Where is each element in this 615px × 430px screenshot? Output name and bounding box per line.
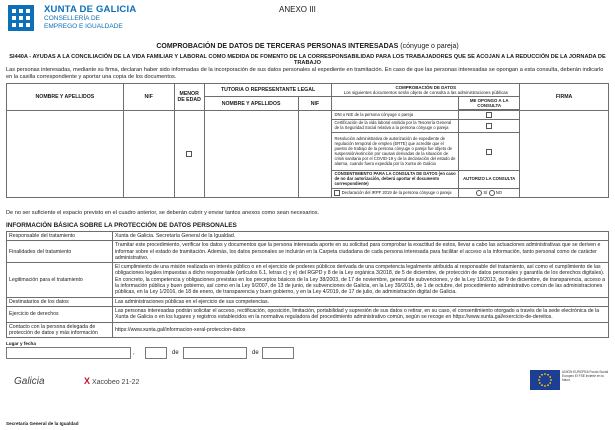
authorize-options xyxy=(459,188,520,197)
oppose-vida-laboral-checkbox[interactable] xyxy=(486,123,492,129)
space-note: De no ser suficiente el espacio previsto en el cuadro anterior, se deberán cubrir y enviar tantos anexos como sean necesarios. xyxy=(6,210,320,216)
info-key: Responsable del tratamiento xyxy=(7,232,113,241)
info-key: Contacto con la persona delegada de protección de datos y más información xyxy=(7,322,113,338)
document-header xyxy=(4,3,611,35)
minor-cell xyxy=(174,111,204,198)
day-input[interactable] xyxy=(145,347,167,359)
signature-area[interactable] xyxy=(520,111,609,198)
form-title-sub: (cónyuge o pareja) xyxy=(398,43,459,50)
minor-checkbox[interactable] xyxy=(186,151,192,157)
info-value: Las personas interesadas podrán solicitar el acceso, rectificación, oposición, limitación, portabilidad y supresión de sus datos o retirar, en su caso, el consentimiento otorgado a través de la sede electrónica de la Xunta de Galicia o en los lugares y registros establecidos en la normativa reguladora del procedimiento administrativo común, según se recoge en https://www.xunta.gal/exercicio-de-dereitos. xyxy=(113,306,609,322)
data-protection-table xyxy=(6,231,609,338)
col-minor: MENOR DE EDAD xyxy=(174,84,204,111)
dpo-link[interactable]: https://www.xunta.gal/informacion-xeral-proteccion-datos xyxy=(113,322,609,338)
doc-dni: DNI o NIE de la persona cónyuge o pareja xyxy=(332,111,459,120)
info-key: Ejercicio de derechos xyxy=(7,306,113,322)
xacobeo-text: Xacobeo 21-22 xyxy=(91,379,140,386)
year-input[interactable] xyxy=(262,347,294,359)
col-nif: NIF xyxy=(123,84,174,111)
doc-irpf-cell xyxy=(332,188,459,197)
tutor-nif-input[interactable] xyxy=(298,111,332,198)
dept-line-2: EMPREGO E IGUALDADE xyxy=(44,22,123,30)
place-input[interactable] xyxy=(6,347,131,359)
col-check-title: COMPROBACIÓN DE DATOS xyxy=(395,85,457,90)
eu-flag-icon xyxy=(530,370,560,390)
xacobeo-mark-icon: X xyxy=(84,376,91,386)
table-row xyxy=(7,306,609,322)
table-row xyxy=(7,322,609,338)
info-value: Las administraciones públicas en el ejercicio de sus competencias. xyxy=(113,297,609,306)
oppose-vida-laboral-cell xyxy=(459,120,520,133)
place-date-label: Lugar y fecha xyxy=(6,341,36,346)
authorize-no-label: NO xyxy=(495,190,503,196)
authorize-yes-radio[interactable] xyxy=(476,190,482,196)
table-row xyxy=(7,263,609,297)
oppose-dni-cell xyxy=(459,111,520,120)
col-sign: FIRMA xyxy=(520,84,609,111)
info-key: Destinatarios de los datos xyxy=(7,297,113,306)
footer-logos xyxy=(6,368,609,418)
doc-irpf: Declaración del IRPF 2019 de la persona cónyuge o pareja xyxy=(341,190,452,196)
month-input[interactable] xyxy=(183,347,247,359)
date-de-2: de xyxy=(252,350,259,356)
galicia-logo: Galicia xyxy=(14,376,45,387)
table-row xyxy=(7,297,609,306)
name-input[interactable] xyxy=(7,111,124,198)
col-tutor: TUTOR/A O REPRESENTANTE LEGAL xyxy=(204,84,332,97)
data-protection-title: INFORMACIÓN BÁSICA SOBRE LA PROTECCIÓN DE DATOS PERSONALES xyxy=(6,222,237,229)
xunta-logo-icon xyxy=(4,3,38,33)
col-oppose: ME OPONGO A LA CONSULTA xyxy=(459,97,520,110)
authorize-yes-label: SÍ xyxy=(483,190,488,196)
place-comma: , xyxy=(133,350,135,356)
irpf-checkbox[interactable] xyxy=(334,190,340,196)
eu-text: UNIÓN EUROPEA Fondo Social Europeo El FSE invierte en tu futuro xyxy=(562,370,609,382)
info-key: Legitimación para el tratamiento xyxy=(7,263,113,297)
dept-line-1: CONSELLERÍA DE xyxy=(44,15,100,22)
info-key: Finalidades del tratamiento xyxy=(7,241,113,263)
org-name: XUNTA DE GALICIA xyxy=(44,4,137,15)
col-tutor-name: NOMBRE Y APELLIDOS xyxy=(204,97,298,111)
date-de-1: de xyxy=(172,350,179,356)
oppose-erte-cell xyxy=(459,133,520,171)
consent-label: CONSENTIMIENTO PARA LA CONSULTA DE DATOS (en caso de no dar autorización, deberá aportar el documento correspondiente) xyxy=(332,171,459,189)
nif-input[interactable] xyxy=(123,111,174,198)
intro-text: Las personas interesadas, mediante su firma, declaran haber sido informadas de la incorporación de sus datos personales al expediente en tramitación. En caso de que las personas interesadas se opongan a esta consulta, deberán indicarlo en la casilla correspondiente y aportar una copia de los documentos. xyxy=(6,67,604,80)
oppose-erte-checkbox[interactable] xyxy=(486,149,492,155)
col-check-sub: Los siguientes documentos serán objeto de consulta a las administraciones públicas xyxy=(343,90,508,95)
annex-label: ANEXO III xyxy=(279,5,316,14)
authorize-no-radio[interactable] xyxy=(489,190,495,196)
footer-secretaria: Secretaría General de la Igualdad xyxy=(6,421,79,426)
info-value: El cumplimiento de una misión realizada en interés público o en el ejercicio de poderes públicos derivada de una competencia legalmente atribuida al responsable del tratamiento, así como el cumplimiento de las obligaciones legales impuestas a dicho responsable (artículos 6.1, letras c) y e) del RGPD y 8 de la Ley orgánica 3/2018, de 5 de diciembre, de protección de datos personales y garantía de los derechos digitales). En concreto, la competencia y obligaciones previstas en los preceptos básicos de la Ley 38/2003, de 17 de noviembre, general de subvenciones, y de la Ley 19/2013, de 9 de diciembre, de transparencia, acceso a la información pública y buen gobierno, así como en la Ley 9/2007, de 13 de junio, de subvenciones de Galicia, en la Ley 39/2015, de 1 de octubre, del procedimiento administrativo común de las administraciones públicas, en la Ley 1/2016, de 18 de enero, de transparencia y buen gobierno, y en la Ley 4/2019, de 17 de julio, de administración digital de Galicia. xyxy=(113,263,609,297)
third-party-table xyxy=(6,83,609,198)
xacobeo-logo xyxy=(84,376,139,386)
oppose-dni-checkbox[interactable] xyxy=(486,112,492,118)
col-tutor-nif: NIF xyxy=(298,97,332,111)
doc-erte: Resolución administrativa de autorización de expediente de regulación temporal de empleo (ERTE) que acredite que el puesto de trabajo de la persona cónyuge o pareja fue objeto de suspensión/extinción por causas derivadas de la situación de crisis sanitaria por el COVID-19 y de la declaración del estado de alarma, cuando fuera expedida por la Xunta de Galicia xyxy=(332,133,459,171)
table-row xyxy=(7,241,609,263)
form-title xyxy=(0,43,615,50)
doc-vida-laboral: Certificación de la vida laboral emitida por la Tesorería General de la Seguridad Social relativa a la persona cónyuge o pareja xyxy=(332,120,459,133)
brand-block xyxy=(44,4,136,30)
tutor-name-input[interactable] xyxy=(204,111,298,198)
col-check xyxy=(332,84,520,97)
col-name: NOMBRE Y APELLIDOS xyxy=(7,84,124,111)
authorize-label: AUTORIZO LA CONSULTA xyxy=(459,171,520,189)
table-row xyxy=(7,232,609,241)
form-title-main: COMPROBACIÓN DE DATOS DE TERCERAS PERSONAS INTERESADAS xyxy=(156,43,399,50)
info-value: Tramitar este procedimiento, verificar los datos y documentos que la persona interesada aporte en su solicitud para comprobar la exactitud de estos, llevar a cabo las actuaciones administrativas que se deriven e informar sobre el estado de tramitación. Además, los datos personales se incluirán en la Carpeta ciudadana de cada persona interesada para facilitar el acceso a la información, tanto personal como de carácter administrativo. xyxy=(113,241,609,263)
info-value: Xunta de Galicia. Secretaría General de la Igualdad. xyxy=(113,232,609,241)
procedure-title: SI440A - AYUDAS A LA CONCILIACIÓN DE LA VIDA FAMILIAR Y LABORAL COMO MEDIDA DE FOMENTO DE LA CORRESPONSABILIDAD PARA LOS TRABAJADORES QUE SE ACOJAN A LA REDUCCIÓN DE LA JORNADA DE TRABAJO xyxy=(9,54,606,66)
